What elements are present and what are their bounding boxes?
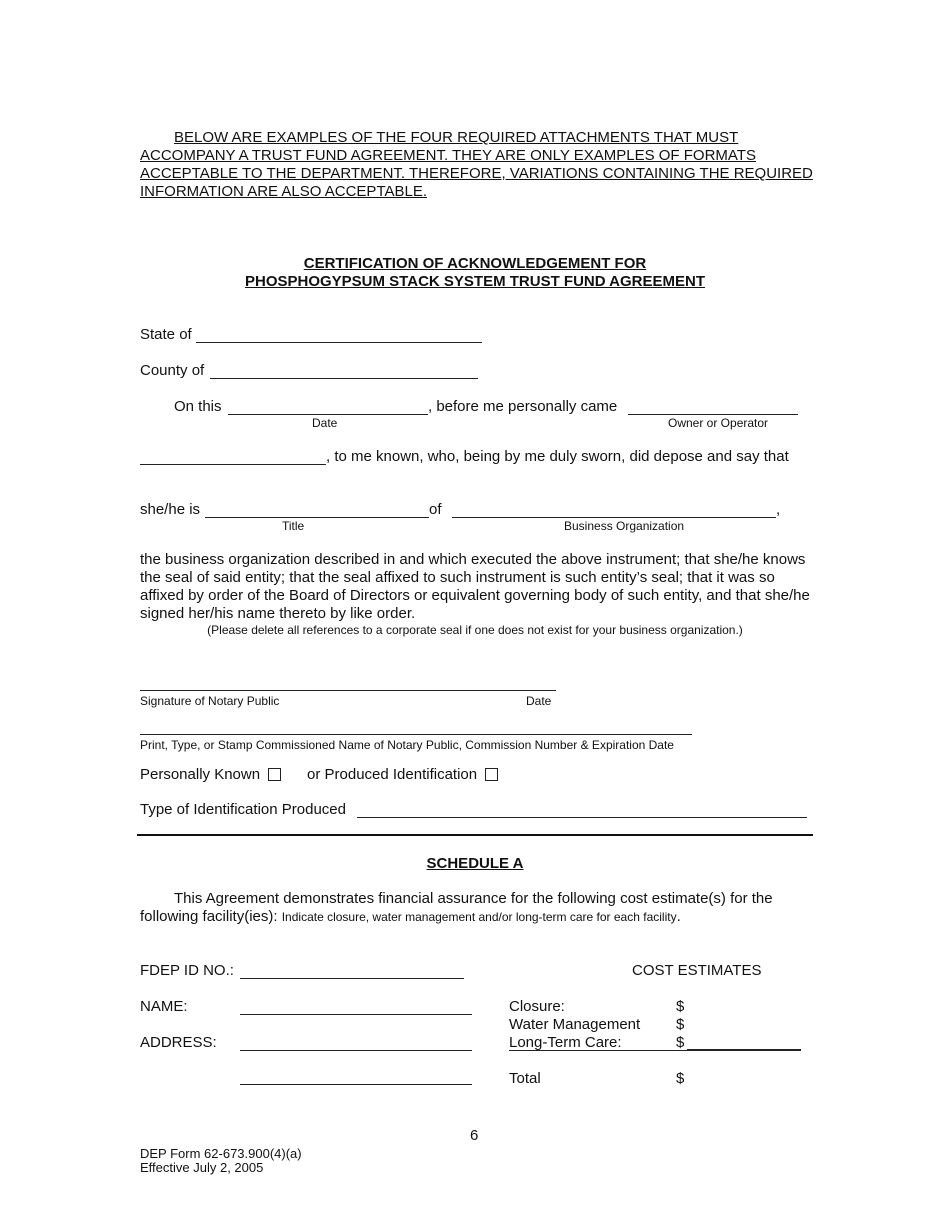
long-term-care-amount-field[interactable]	[687, 1049, 801, 1051]
schedule-paragraph-note: Indicate closure, water management and/or long-term care for each facility	[281, 910, 677, 924]
state-field[interactable]	[196, 342, 482, 343]
id-type-label: Type of Identification Produced	[140, 801, 346, 818]
of-label: of	[429, 501, 442, 518]
she-he-is-label: she/he is	[140, 501, 201, 518]
form-id: DEP Form 62-673.900(4)(a)	[140, 1146, 302, 1161]
intro-notice	[140, 129, 820, 201]
to-me-known-text: , to me known, who, being by me duly sworn, did depose and say that	[326, 448, 789, 465]
id-type-field[interactable]	[357, 817, 807, 818]
personally-known-label: Personally Known	[140, 766, 261, 783]
long-term-care-label: Long-Term Care:	[509, 1034, 622, 1051]
personally-known-row	[140, 766, 281, 784]
intro-notice-text: BELOW ARE EXAMPLES OF THE FOUR REQUIRED ATTACHMENTS THAT MUST ACCOMPANY A TRUST FUND AGREEMENT. THEY ARE ONLY EXAMPLES OF FORMATS ACCEPTABLE TO THE DEPARTMENT. THEREFORE, VARIATIONS CONTAINING THE REQUIRED INFORMATION ARE ALSO ACCEPTABLE.	[140, 129, 813, 200]
effective-date: Effective July 2, 2005	[140, 1160, 264, 1175]
certification-paragraph: the business organization described in and which executed the above instrument; that she/he knows the seal of said entity; that the seal affixed to such instrument is such entity’s seal; that it was so affixed by order of the Board of Directors or equivalent governing body of such entity, and that she/he signed her/his name thereto by like order.	[140, 551, 810, 622]
county-field[interactable]	[210, 378, 478, 379]
facility-name-field[interactable]	[240, 1014, 472, 1015]
schedule-paragraph	[140, 890, 820, 926]
produced-id-checkbox[interactable]	[485, 768, 498, 781]
date-field[interactable]	[228, 414, 428, 415]
cost-subtotal-line	[509, 1050, 687, 1051]
notary-print-field[interactable]	[140, 734, 692, 735]
trailing-comma: ,	[776, 501, 781, 518]
section-divider	[137, 834, 813, 836]
seal-note: (Please delete all references to a corporate seal if one does not exist for your business organization.)	[207, 623, 743, 637]
schedule-paragraph-main: This Agreement demonstrates financial assurance for the following cost estimate(s) for the following facility(ies):	[140, 890, 773, 925]
produced-id-label: or Produced Identification	[307, 766, 478, 783]
name-label: NAME:	[140, 998, 188, 1015]
owner-operator-field[interactable]	[628, 414, 798, 415]
fdep-field[interactable]	[240, 978, 464, 979]
county-label: County of	[140, 362, 205, 379]
water-management-label: Water Management	[509, 1016, 641, 1033]
fdep-label: FDEP ID NO.:	[140, 962, 234, 979]
total-dollar: $	[676, 1070, 685, 1087]
produced-id-row	[307, 766, 498, 784]
on-this-label: On this	[174, 398, 222, 415]
notary-signature-caption: Signature of Notary Public	[140, 694, 280, 708]
notary-signature-field[interactable]	[140, 690, 556, 691]
signature-date-caption: Date	[526, 694, 552, 708]
title-caption: Title	[282, 519, 305, 533]
schedule-paragraph-end: .	[676, 908, 681, 925]
address-line2-field[interactable]	[240, 1084, 472, 1085]
personally-known-checkbox[interactable]	[268, 768, 281, 781]
closure-dollar: $	[676, 998, 685, 1015]
closure-label: Closure:	[509, 998, 565, 1015]
notary-print-caption: Print, Type, or Stamp Commissioned Name of Notary Public, Commission Number & Expiration Date	[140, 738, 674, 752]
cost-estimates-heading: COST ESTIMATES	[632, 962, 762, 979]
title-field[interactable]	[205, 517, 429, 518]
page-number: 6	[470, 1127, 479, 1144]
long-term-care-dollar: $	[676, 1034, 685, 1051]
certification-title-line1: CERTIFICATION OF ACKNOWLEDGEMENT FOR	[303, 255, 647, 272]
certification-title-line2: PHOSPHOGYPSUM STACK SYSTEM TRUST FUND AGREEMENT	[244, 273, 706, 290]
total-label: Total	[509, 1070, 541, 1087]
schedule-title: SCHEDULE A	[426, 855, 524, 872]
name-known-field[interactable]	[140, 464, 326, 465]
address-label: ADDRESS:	[140, 1034, 217, 1051]
water-management-dollar: $	[676, 1016, 685, 1033]
address-line1-field[interactable]	[240, 1050, 472, 1051]
date-caption: Date	[312, 416, 338, 430]
owner-operator-caption: Owner or Operator	[668, 416, 769, 430]
business-organization-field[interactable]	[452, 517, 776, 518]
business-organization-caption: Business Organization	[564, 519, 685, 533]
state-label: State of	[140, 326, 192, 343]
before-me-text: , before me personally came	[428, 398, 618, 415]
